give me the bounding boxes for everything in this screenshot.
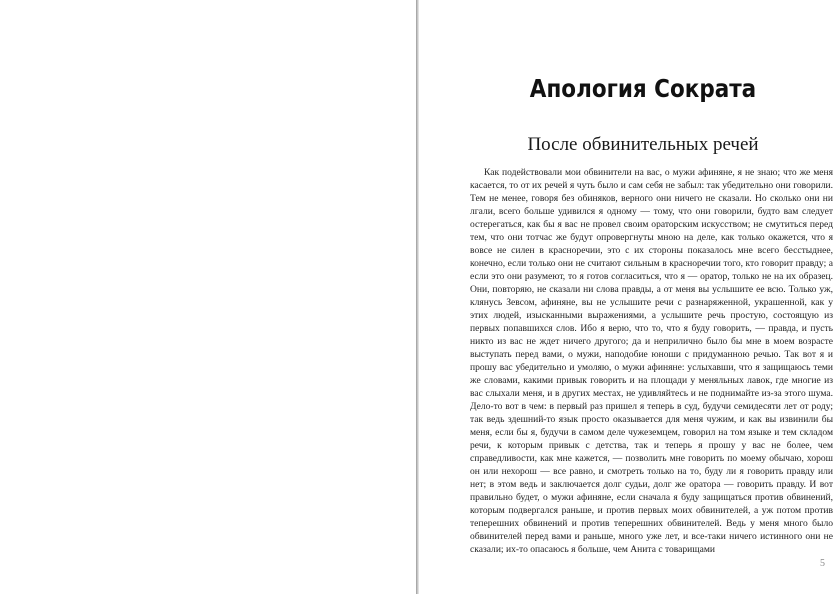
section-title: После обвинительных речей <box>527 134 759 155</box>
page-number: 5 <box>820 558 825 569</box>
book-title: Апология Сократа <box>529 74 757 103</box>
body-paragraph: Как подействовали мои обвинители на вас, о мужи афиняне, я не знаю; что же меня касается, то от их речей я чуть было и сам себя не забыл: так убедительно они говорили. Тем не менее, говоря без обиняков, верного они ничего не сказали. Но сколько они ни лгали, всего больше удивился я одному — тому, что они говорили, будто вам следует остерегаться, как бы я вас не провел своим ораторским искусством; не смутиться перед тем, что они тотчас же будут опровергнуты мною на деле, как только окажется, что я вовсе не силен в красноречии, это с их стороны показалось мне всего бесстыднее, конечно, если только они не считают сильным в красноречии того, кто говорит правду; а если это они разумеют, то я готов согласиться, что я — оратор, только не на их образец. Они, повторяю, не сказали ни слова правды, а от меня вы услышите ее всю. Только уж, клянусь Зевсом, афиняне, вы не услышите речи с разнаряженной, украшенной, как у этих людей, изысканными выражениями, а услышите речь простую, состоящую из первых попавшихся слов. Ибо я верю, что то, что я буду говорить, — правда, и пусть никто из вас не ждет ничего другого; да и неприлично было бы мне в моем возрасте выступать перед вами, о мужи, наподобие юноши с придуманною речью. Так вот я и прошу вас убедительно и умоляю, о мужи афиняне: услыхавши, что я защищаюсь теми же словами, какими привык говорить и на площади у меняльных лавок, где многие из вас слыхали меня, и в других местах, не удивляйтесь и не поднимайте из-за этого шума. Дело-то вот в чем: в первый раз пришел я теперь в суд, будучи семидесяти лет от роду; так ведь здешний-то язык просто оказывается для меня чужим, и как вы извинили бы меня, если бы я, будучи в самом деле чужеземцем, говорил на том языке и тем складом речи, к которым привык с детства, так и теперь я прошу у вас не более, чем справедливости, как мне кажется, — позволить мне говорить по моему обычаю, хорош он или нехорош — все равно, и смотреть только на то, буду ли я говорить правду или нет; в этом ведь и заключается долг судьи, долг же оратора — говорить правду. И вот правильно будет, о мужи афиняне, если сначала я буду защищаться против обвинений, которым подвергался раньше, и против первых моих обвинителей, а уж потом против теперешних обвинений и против теперешних обвинителей. Ведь у меня много было обвинителей перед вами и раньше, много уже лет, и все-таки ничего истинного они не сказали; их-то опасаюсь я больше, чем Анита с товарищами <box>470 167 833 555</box>
right-page <box>419 0 836 594</box>
left-page-blank <box>0 0 416 594</box>
